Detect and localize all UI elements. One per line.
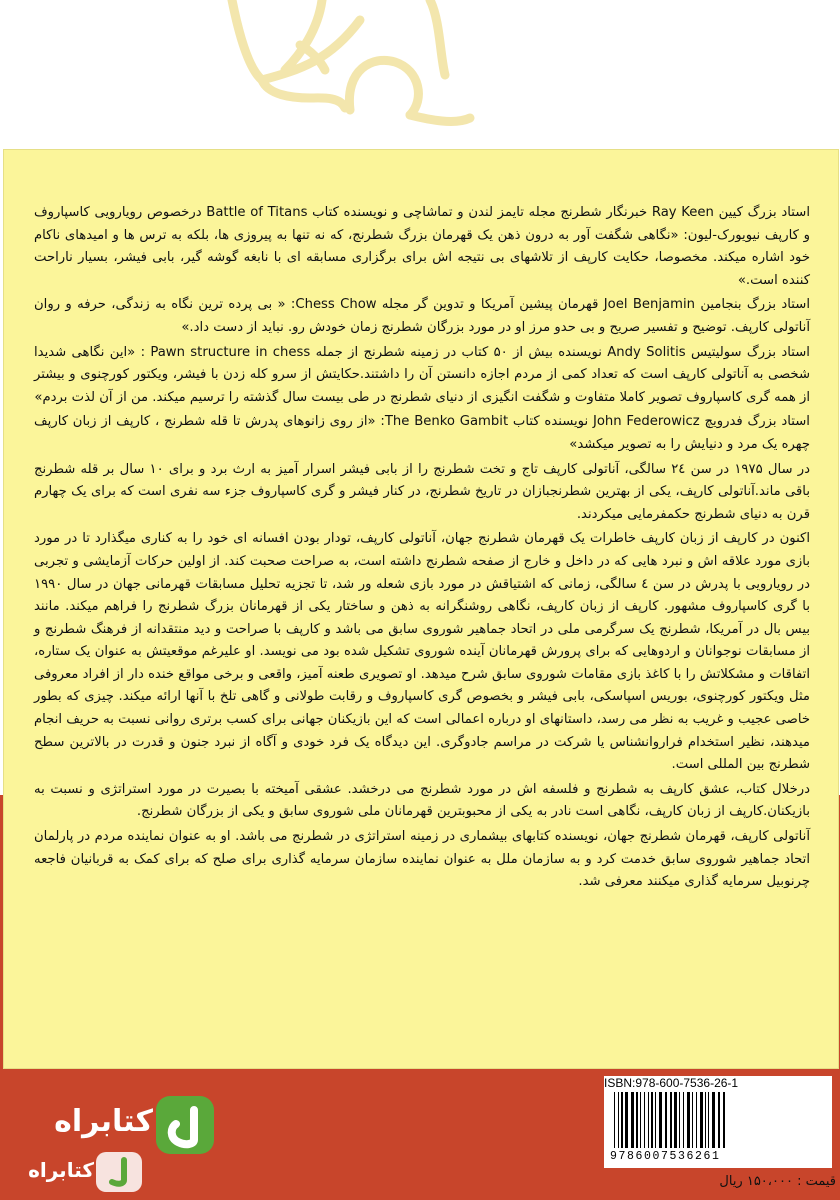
paragraph-author-bio: آناتولی کارپف، قهرمان شطرنج جهان، نویسنده کتابهای بیشماری در زمینه استراتژی در شطرنج می باشد. او به عنوان نماینده مردم در پارلمان اتحاد جماهیر شوروی سابق خدمت کرد و به سازمان ملل به عنوان نماینده سازمان سرمایه گذاری برای صلح که برای کمک به قربانیان فاجعه چرنوبیل سرمایه گذاری میکنند معرفی شد. <box>34 829 810 890</box>
barcode-bar <box>687 1092 690 1148</box>
barcode-bar <box>621 1092 623 1148</box>
barcode-bar <box>670 1092 672 1148</box>
barcode-bar <box>614 1092 615 1148</box>
barcode-bar <box>723 1092 725 1148</box>
paragraph-love-of-chess: درخلال کتاب، عشق کارپف به شطرنج و فلسفه اش در مورد شطرنج می درخشد. عشقی آمیخته با بصیرت در مورد استراتژی و نسبت به بازیکنان.کارپف از زبان کارپف، نگاهی است نادر به یکی از محبوبترین قهرمانان ملی شوروی سابق و یکی از بزرگان شطرنج. <box>34 781 810 820</box>
paragraph-karpov-1975: در سال ۱۹۷۵ در سن ۲٤ سالگی، آناتولی کارپف تاج و تخت شطرنج را از بابی فیشر اسرار آمیز به ارث برد و برای ۱۰ سال بر قله شطرنج باقی ماند.آناتولی کارپف، یکی از بهترین شطرنجبازان در تاریخ شطرنج، در کنار فیشر و گری کاسپاروف جزء سه نفری است که برای یک چهارم قرن به دنیای شطرنج حکمفرمایی میکردند. <box>34 461 810 522</box>
barcode-bar <box>708 1092 709 1148</box>
barcode-bar <box>618 1092 619 1148</box>
barcode-bars <box>612 1092 824 1150</box>
barcode-bar <box>718 1092 720 1148</box>
barcode-bar <box>692 1092 693 1148</box>
back-cover-text-panel <box>4 150 838 1068</box>
ketabrah-logo-text: کتابراه <box>54 1104 153 1139</box>
barcode-bar <box>712 1092 715 1148</box>
paragraph-ray-keen: استاد بزرگ کیین Ray Keen خبرنگار شطرنج مجله تایمز لندن و تماشاچی و نویسنده کتاب Battle of Titans درخصوص رویارویی کاسپاروف و کارپف نیویورک-لیون: «نگاهی شگفت آور به درون ذهن یک قهرمان بزرگ شطرنج، که نه تنها به پیروزی ها، بلکه به ترس ها و امیدهای ناکام خود اشاره میکند. مخصوصا، حکایت کارپف از تلاشهای بی نتیجه اش برای برگزاری مسابقه ای با نابغه گوشه گیر، بابی فیشر، بسیار ناراحت کننده است.» <box>34 205 810 288</box>
barcode-bar <box>636 1092 638 1148</box>
paragraph-memoir-summary: اکنون در کارپف از زبان کارپف خاطرات یک قهرمان شطرنج جهان، آناتولی کارپف، تودار بودن افسانه ای خود را به کناری میگذارد تا در مورد بازی مورد علاقه اش و نبرد هایی که در داخل و خارج از صفحه شطرنج داشته است، به صراحت صحبت کند. از اولین حرکات آزمایشی و تجربی در رویارویی با پدرش در سن ٤ سالگی، زمانی که اشتیاقش در مورد بازی شعله ور شد، تا تجزیه تحلیل مسابقات قهرمانی جهان در سال ۱۹۹۰ با گری کاسپاروف مشهور. کارپف از زبان کارپف، نگاهی روشنگرانه به ذهن و ساختار یکی از قهرمانان بزرگ شطرنج را فراهم میکند. مانند بیس بال در آمریکا، شطرنج یک سرگرمی ملی در اتحاد جماهیر شوروی سابق می باشد و کارپف با صراحت و دید منتقدانه از فرهنگ شطرنج و از مسابقات نوجوانان و اردوهایی که برای پرورش قهرمانان آینده شوروی تشکیل شده بود می نویسد. او علیرغم موقعیتش به عنوان یک ستاره، اتفاقات و مشکلاتش را با کاغذ بازی مقامات شوروی سابق شرح میدهد. او تصویری طعنه آمیز، واقعی و برخی مواقع خنده دار از افراد معروفی مثل ویکتور کورچنوی، بوریس اسپاسکی، بابی فیشر و بخصوص گری کاسپاروف و رقابت طولانی و گاهی تلخ با آنها ارائه میکند. چیزی که بطور خاصی عجیب و غریب به نظر می رسد، داستانهای او درباره اعمالی است که این بازیکنان جهانی برای کسب برتری روانی نسبت به حریف انجام میدهند، نظیر استخدام فراروانشناس یا شرکت در مراسم جادوگری. این دیدگاه یک فرد خودی و آگاه از نبرد جنون و قدرت در بالاترین سطح شطرنج بین المللی است. <box>34 531 810 773</box>
isbn-label: ISBN:978-600-7536-26-1 <box>604 1076 739 1090</box>
barcode-bar <box>700 1092 703 1148</box>
ketabrah-watermark <box>8 1092 228 1192</box>
barcode-bar <box>665 1092 667 1148</box>
isbn-barcode <box>604 1076 832 1168</box>
barcode-bar <box>679 1092 680 1148</box>
barcode-bar <box>696 1092 697 1148</box>
chess-piece-outline-art <box>0 0 840 150</box>
barcode-bar <box>659 1092 662 1148</box>
paragraph-andy-solitis: استاد بزرگ سولیتیس Andy Solitis نویسنده بیش از ۵۰ کتاب در زمینه شطرنج از جمله Pawn structure in chess : «این نگاهی شدیدا شخصی به آناتولی کارپف است که تعداد کمی از مردم اجازه دانستن آن را داشتند.حکایتش از سرو کله زدن با فیشر، ویکتور کورچنوی و بیشتر از همه گری کاسپاروف تصویر کاملا متفاوت و شگفت انگیزی از دنیای شطرنج در طی بیست سال گذشته را ترسیم میکند. من از آن لذت بردم» <box>34 344 810 405</box>
barcode-bar <box>651 1092 653 1148</box>
ketabrah-small-text: کتابراه <box>28 1158 94 1182</box>
barcode-bar <box>640 1092 641 1148</box>
barcode-bar <box>648 1092 649 1148</box>
barcode-bar <box>625 1092 628 1148</box>
paragraph-joel-benjamin: استاد بزرگ بنجامین Joel Benjamin قهرمان پیشین آمریکا و تدوین گر مجله Chess Chow: « بی پرده ترین نگاه به زندگی، حرفه و روان آناتولی کارپف. توضیح و تفسیر صریح و بی حدو مرز او در مورد بزرگان شطرنج زمان خودش رو. نباید از دست داد.» <box>34 297 810 335</box>
cover-illustration-top <box>0 0 840 150</box>
barcode-bar <box>705 1092 706 1148</box>
blurb-text <box>34 202 810 896</box>
barcode-bar <box>674 1092 677 1148</box>
barcode-number: 9786007536261 <box>610 1150 721 1163</box>
barcode-bar <box>631 1092 634 1148</box>
paragraph-john-federowicz: استاد بزرگ فدرویچ John Federowicz نویسنده کتاب The Benko Gambit: «از روی زانوهای پدرش تا قله شطرنج ، کارپف از زبان کارپف چهره یک مرد و دنیایش را به تصویر میکشد» <box>34 414 810 452</box>
barcode-bar <box>655 1092 656 1148</box>
barcode-bar <box>644 1092 645 1148</box>
price-label: قیمت : ۱۵۰،۰۰۰ ریال <box>719 1174 836 1189</box>
barcode-bar <box>683 1092 684 1148</box>
